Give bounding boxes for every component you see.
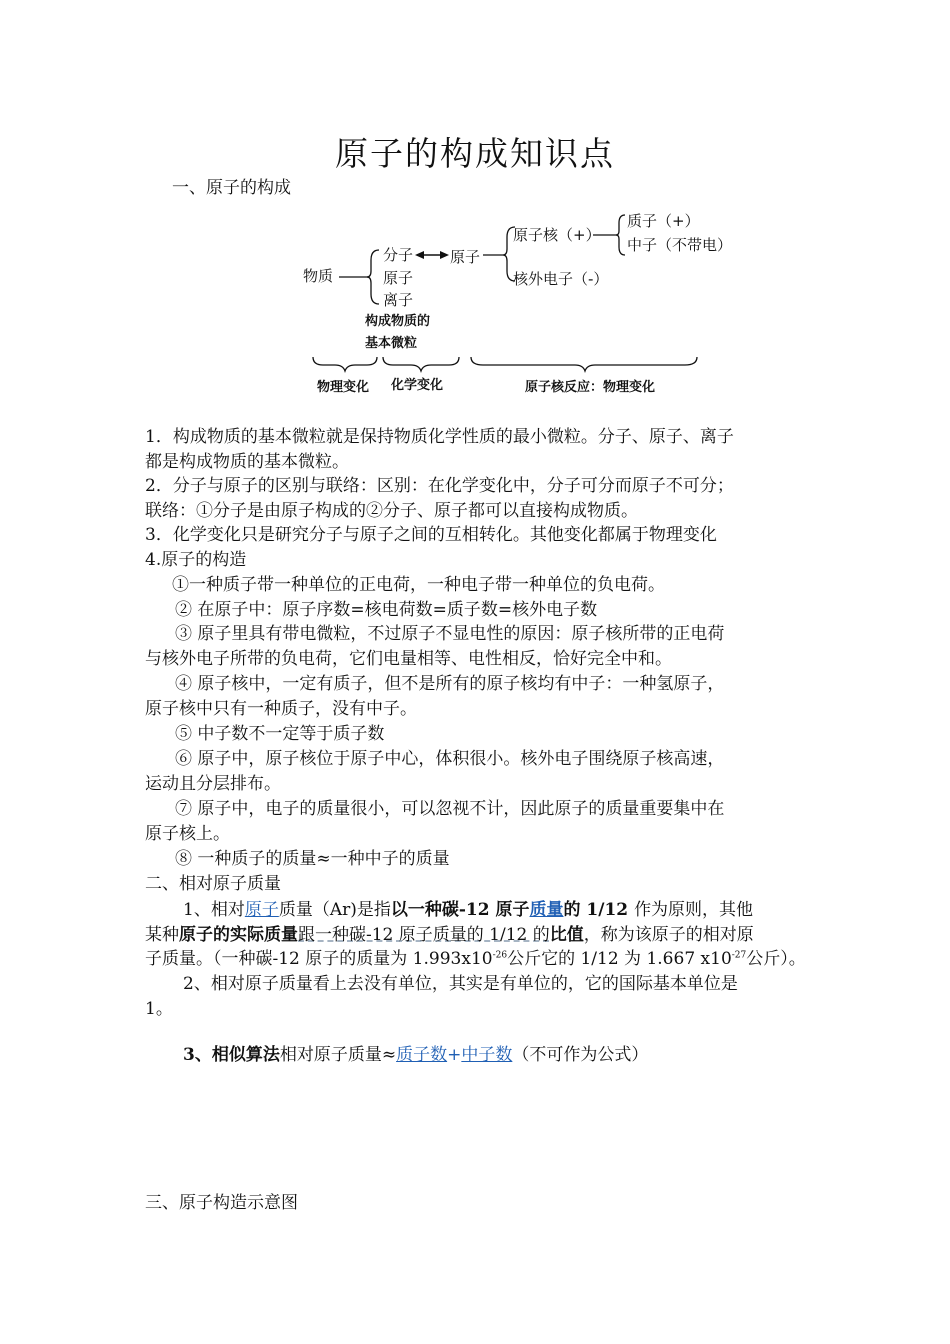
- text-span: 子质量。（一种碳-12 原子的质量为 1.993x10: [145, 949, 493, 969]
- item-6: ⑥ 原子中，原子核位于原子中心，体积很小。核外电子围绕原子核高速，: [175, 749, 725, 769]
- item-3-cont: 与核外电子所带的负电荷，它们电量相等、电性相反，恰好完全中和。: [145, 649, 672, 669]
- diag-brace-physical: 物理变化: [317, 380, 370, 395]
- bold-span: 比值: [549, 925, 584, 945]
- diag-basic-line1: 构成物质的: [365, 314, 431, 329]
- page-title: 原子的构成知识点: [335, 134, 615, 173]
- section-heading-2: 二、相对原子质量: [145, 874, 281, 894]
- text-span: 作为原则，其他: [634, 900, 754, 920]
- link-neutron-number[interactable]: 中子数: [461, 1045, 513, 1065]
- plus-sign: +: [447, 1045, 462, 1065]
- diag-brace-nuclear: 原子核反应：物理变化: [525, 380, 656, 395]
- text-span: 相对原子质量≈: [279, 1045, 397, 1065]
- relative-mass-unit-cont: 1。: [145, 999, 173, 1019]
- paragraph-1: 1．构成物质的基本微粒就是保持物质化学性质的最小微粒。分子、原子、离子: [145, 427, 734, 447]
- text-span: 跟一种碳-12 原子质量的 1/12 的: [298, 925, 550, 945]
- text-span: （不可作为公式）: [512, 1045, 649, 1065]
- paragraph-4: 4.原子的构造: [145, 550, 247, 570]
- section-heading-1: 一、原子的构成: [172, 178, 291, 198]
- item-7-cont: 原子核上。: [145, 824, 230, 844]
- item-6-cont: 运动且分层排布。: [145, 774, 281, 794]
- diag-nucleus: 原子核（+）: [513, 226, 601, 244]
- relative-mass-def-line1: [183, 898, 853, 923]
- item-7: ⑦ 原子中，电子的质量很小，可以忽视不计，因此原子的质量重要集中在: [175, 799, 725, 819]
- text-span: 某种: [145, 925, 179, 945]
- diag-electron: 核外电子（-）: [513, 270, 609, 288]
- section-heading-3: 三、原子构造示意图: [145, 1193, 298, 1213]
- text-span: 公斤）。: [746, 949, 806, 969]
- link-atom[interactable]: 原子: [244, 900, 279, 920]
- relative-mass-def-line2: [145, 923, 815, 948]
- relative-mass-unit: 2、相对原子质量看上去没有单位，其实是有单位的，它的国际基本单位是: [183, 974, 738, 994]
- link-proton-number[interactable]: 质子数: [396, 1045, 448, 1065]
- paragraph-2-cont: 联络：①分子是由原子构成的②分子、原子都可以直接构成物质。: [145, 501, 638, 521]
- item-1: ①一种质子带一种单位的正电荷，一种电子带一种单位的负电荷。: [172, 575, 665, 595]
- item-3: ③ 原子里具有带电微粒，不过原子不显电性的原因：原子核所带的正电荷: [175, 624, 725, 644]
- diag-neutron: 中子（不带电）: [627, 236, 733, 254]
- approx-formula: [183, 1043, 853, 1068]
- diag-molecule: 分子: [383, 246, 414, 264]
- text-span: 公斤它的 1/12 为 1.667 x10: [507, 949, 732, 969]
- diag-brace-chemical: 化学变化: [391, 378, 444, 393]
- diag-matter: 物质: [303, 267, 334, 285]
- item-5: ⑤ 中子数不一定等于质子数: [175, 724, 385, 744]
- diag-proton: 质子（+）: [627, 212, 700, 230]
- item-4-cont: 原子核中只有一种质子，没有中子。: [145, 699, 417, 719]
- exponent: -27: [731, 950, 747, 961]
- paragraph-3: 3．化学变化只是研究分子与原子之间的互相转化。其他变化都属于物理变化: [145, 525, 717, 545]
- paragraph-1-cont: 都是构成物质的基本微粒。: [145, 452, 349, 472]
- link-mass[interactable]: 质量: [529, 900, 564, 920]
- item-8: ⑧ 一种质子的质量≈一种中子的质量: [175, 849, 450, 869]
- bold-span: 3、相似算法: [183, 1045, 280, 1065]
- bold-span: 原子的实际质量: [179, 925, 298, 945]
- exponent: -26: [492, 950, 508, 961]
- diag-atom-small: 原子: [383, 269, 414, 287]
- diag-ion: 离子: [383, 291, 414, 309]
- atom-structure-diagram: [295, 205, 733, 400]
- text-span: 1、相对: [183, 900, 245, 920]
- text-span: ，称为该原子的相对原: [583, 925, 754, 945]
- relative-mass-def-line3: [145, 947, 815, 972]
- bold-span: 以一种碳-12 原子: [390, 900, 530, 920]
- text-span: 质量（Ar)是指: [278, 900, 391, 920]
- diag-atom: 原子: [450, 248, 481, 266]
- bold-span: 的 1/12: [563, 900, 635, 920]
- diag-basic-line2: 基本微粒: [365, 336, 418, 351]
- item-4: ④ 原子核中，一定有质子，但不是所有的原子核均有中子：一种氢原子，: [175, 674, 725, 694]
- item-2: ② 在原子中：原子序数=核电荷数=质子数=核外电子数: [175, 600, 598, 620]
- paragraph-2: 2．分子与原子的区别与联络：区别：在化学变化中，分子可分而原子不可分；: [145, 476, 734, 496]
